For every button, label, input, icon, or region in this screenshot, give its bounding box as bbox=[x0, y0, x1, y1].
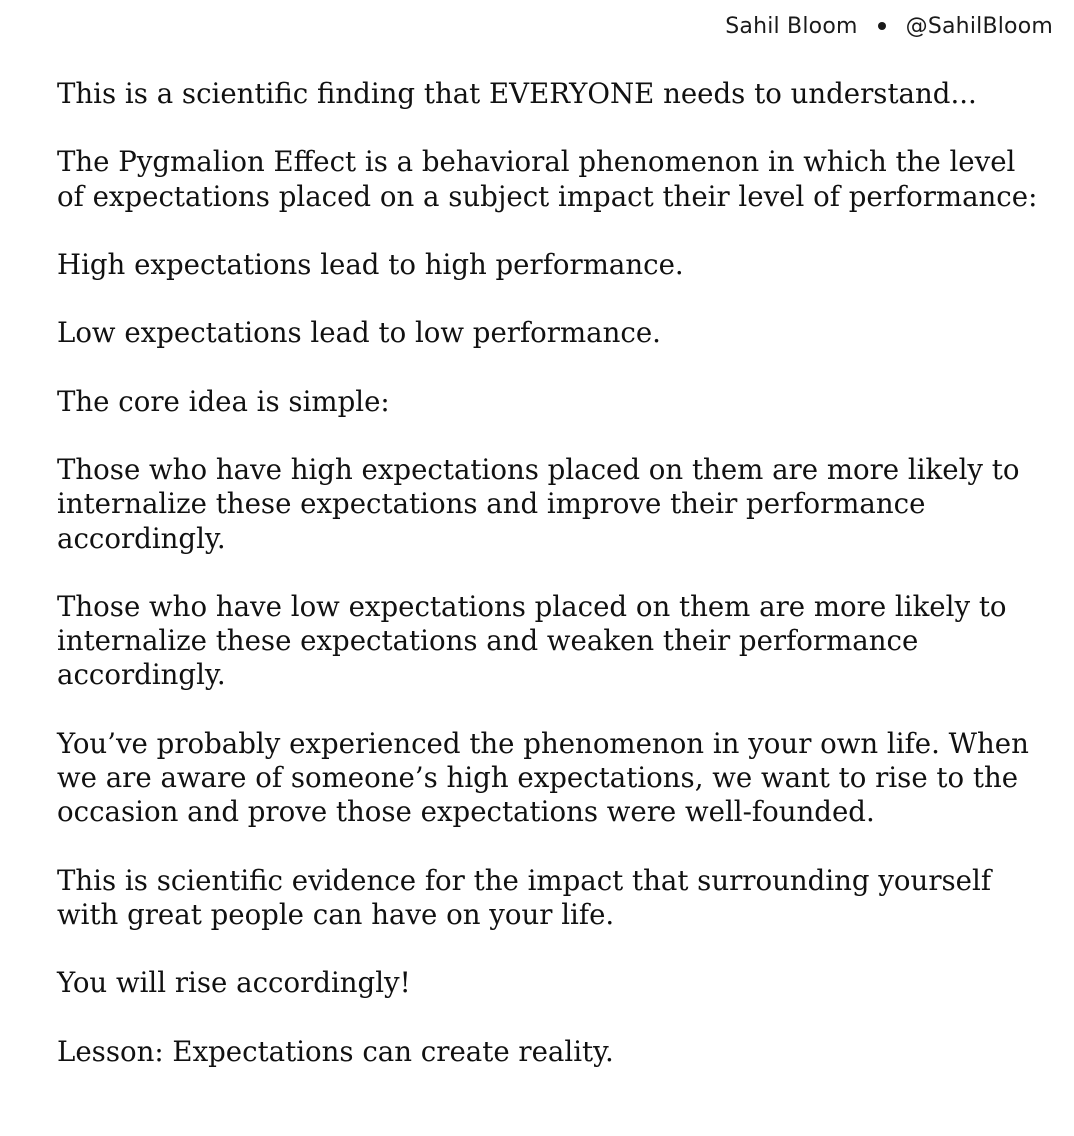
author-name: Sahil Bloom bbox=[725, 14, 858, 39]
separator-dot-icon bbox=[878, 22, 886, 30]
paragraph-experience: You’ve probably experienced the phenomenon in your own life. When we are aware of someone’s high expectations, we want to rise to the occasion and prove those expectations were well-founded. bbox=[57, 726, 1029, 829]
paragraph-definition: The Pygmalion Effect is a behavioral phenomenon in which the level of expectations placed on a subject impact their level of performance: bbox=[57, 145, 1038, 213]
author-byline bbox=[725, 12, 1053, 42]
paragraph-low-internalize: Those who have low expectations placed on them are more likely to internalize these expectations and weaken their performance accordingly. bbox=[57, 589, 1007, 692]
paragraph-lesson: Lesson: Expectations can create reality. bbox=[57, 1034, 614, 1068]
paragraph-high-internalize: Those who have high expectations placed on them are more likely to internalize these expectations and improve their performance accordingly. bbox=[57, 453, 1020, 555]
paragraph-low-expectations: Low expectations lead to low performance. bbox=[57, 316, 661, 350]
author-handle: @SahilBloom bbox=[905, 14, 1053, 39]
paragraph-intro: This is a scientific finding that EVERYONE needs to understand... bbox=[57, 77, 977, 110]
paragraph-rise: You will rise accordingly! bbox=[57, 966, 411, 1000]
paragraph-evidence: This is scientific evidence for the impact that surrounding yourself with great people can have on your life. bbox=[57, 863, 992, 931]
paragraph-core-idea: The core idea is simple: bbox=[57, 384, 390, 418]
post-body bbox=[57, 77, 1047, 1103]
paragraph-high-expectations: High expectations lead to high performance. bbox=[57, 247, 684, 281]
